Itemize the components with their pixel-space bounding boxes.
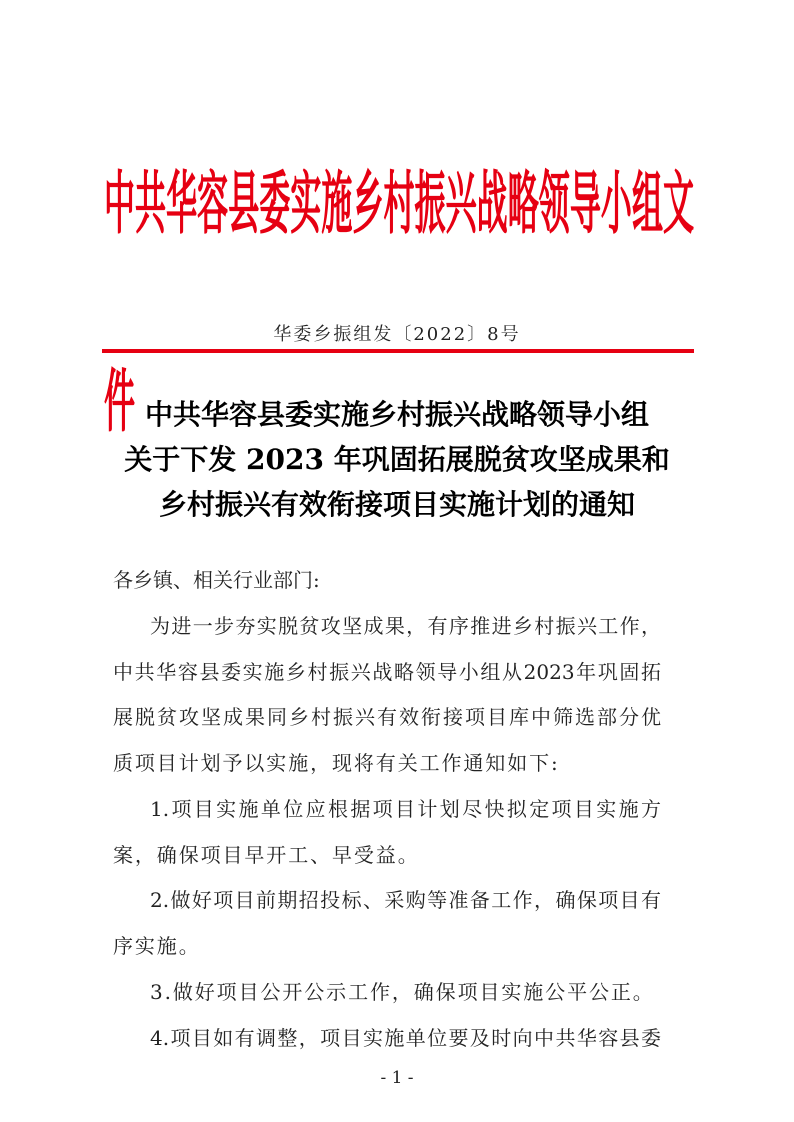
body-line: 3.做好项目公开公示工作，确保项目实施公平公正。 [150, 980, 655, 1004]
body-line: 序实施。 [113, 934, 201, 958]
body-line: 案，确保项目早开工、早受益。 [113, 843, 420, 867]
body-line: 4.项目如有调整，项目实施单位要及时向中共华容县委 [150, 1026, 661, 1050]
body-line: 1.项目实施单位应根据项目计划尽快拟定项目实施方 [150, 797, 661, 821]
issuer-header-title: 中共华容县委实施乡村振兴战略领导小组文件 [104, 165, 694, 443]
red-divider-line [102, 349, 694, 353]
document-number: 华委乡振组发〔2022〕8号 [273, 324, 521, 345]
salutation: 各乡镇、相关行业部门: [113, 568, 320, 592]
document-title-line-2: 关于下发 2023 年巩固拓展脱贫攻坚成果和 [124, 443, 670, 476]
body-line: 中共华容县委实施乡村振兴战略领导小组从2023年巩固拓 [113, 660, 661, 684]
body-line: 质项目计划予以实施，现将有关工作通知如下: [113, 751, 560, 775]
body-line: 2.做好项目前期招投标、采购等准备工作，确保项目有 [150, 888, 661, 912]
page-number: - 1 - [380, 1068, 414, 1088]
document-title-line-1: 中共华容县委实施乡村振兴战略领导小组 [144, 398, 649, 431]
body-line: 展脱贫攻坚成果同乡村振兴有效衔接项目库中筛选部分优 [113, 705, 661, 729]
body-line: 为进一步夯实脱贫攻坚成果，有序推进乡村振兴工作， [150, 614, 661, 638]
document-title-line-3: 乡村振兴有效衔接项目实施计划的通知 [158, 488, 635, 521]
